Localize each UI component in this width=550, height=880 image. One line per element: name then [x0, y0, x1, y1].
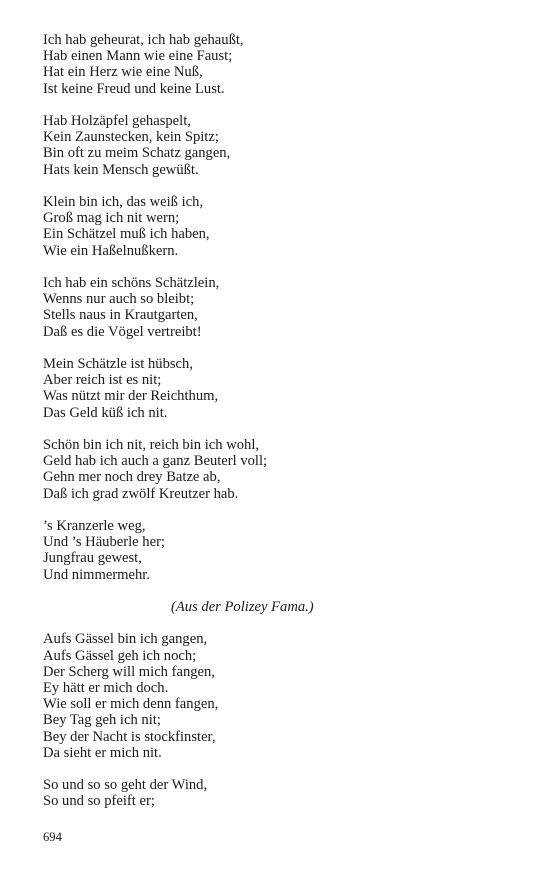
poem-line: Schön bin ich nit, reich bin ich wohl, [43, 437, 260, 453]
poem-line: Ich hab geheurat, ich hab gehaußt, [43, 32, 244, 48]
poem-stanzas-before [43, 32, 513, 583]
poem-line: Ein Schätzel muß ich haben, [43, 226, 210, 243]
poem-line: Aufs Gässel geh ich noch; [43, 647, 197, 664]
poem-line: Und nimmermehr. [43, 566, 151, 583]
stanza [43, 275, 513, 340]
stanza [43, 518, 513, 583]
poem-line: Ey hätt er mich doch. [43, 680, 169, 696]
poem-line: Daß ich grad zwölf Kreutzer hab. [43, 485, 239, 502]
poem-line: Hats kein Mensch gewüßt. [43, 161, 199, 178]
poem-line: So und so pfeift er; [43, 793, 155, 810]
poem-line: Kein Zaunstecken, kein Spitz; [43, 129, 219, 146]
stanza [43, 32, 513, 97]
stanza [43, 437, 513, 502]
poem-line: Ist keine Freud und keine Lust. [43, 80, 225, 97]
poem-line: Stells naus in Krautgarten, [43, 307, 198, 324]
poem-page [43, 32, 513, 826]
stanza [43, 194, 513, 259]
poem-line: Und ’s Häuberle her; [43, 534, 165, 551]
poem-line: Aber reich ist es nit; [43, 372, 162, 389]
poem-line: Da sieht er mich nit. [43, 744, 162, 761]
stanza [43, 631, 513, 761]
poem-line: Hat ein Herz wie eine Nuß, [43, 64, 203, 81]
source-note: (Aus der Polizey Fama.) [171, 599, 314, 615]
page-number: 694 [43, 830, 62, 844]
poem-line: Ich hab ein schöns Schätzlein, [43, 275, 220, 291]
poem-line: ’s Kranzerle weg, [43, 518, 146, 534]
poem-line: Klein bin ich, das weiß ich, [43, 194, 204, 210]
poem-line: Hab einen Mann wie eine Faust; [43, 48, 233, 65]
stanza [43, 777, 513, 809]
poem-line: Groß mag ich nit wern; [43, 210, 180, 227]
poem-line: Wie soll er mich denn fangen, [43, 696, 219, 713]
poem-line: Aufs Gässel bin ich gangen, [43, 631, 208, 648]
stanza [43, 356, 513, 421]
poem-line: Wenns nur auch so bleibt; [43, 291, 195, 308]
poem-line: Was nützt mir der Reichthum, [43, 388, 219, 405]
poem-line: Mein Schätzle ist hübsch, [43, 356, 193, 372]
poem-line: Bey Tag geh ich nit; [43, 712, 161, 729]
poem-line: So und so so geht der Wind, [43, 777, 208, 794]
poem-line: Der Scherg will mich fangen, [43, 663, 215, 680]
poem-line: Geld hab ich auch a ganz Beuterl voll; [43, 453, 268, 470]
poem-stanzas-after [43, 631, 513, 809]
poem-line: Bin oft zu meim Schatz gangen, [43, 145, 231, 162]
poem-line: Gehn mer noch drey Batze ab, [43, 469, 221, 486]
poem-line: Jungfrau gewest, [43, 550, 142, 567]
poem-line: Hab Holzäpfel gehaspelt, [43, 113, 191, 129]
poem-line: Wie ein Haßelnußkern. [43, 242, 179, 259]
poem-line: Bey der Nacht is stockfinster, [43, 728, 216, 745]
poem-line: Daß es die Vögel vertreibt! [43, 323, 202, 340]
stanza [43, 113, 513, 178]
poem-line: Das Geld küß ich nit. [43, 404, 168, 421]
